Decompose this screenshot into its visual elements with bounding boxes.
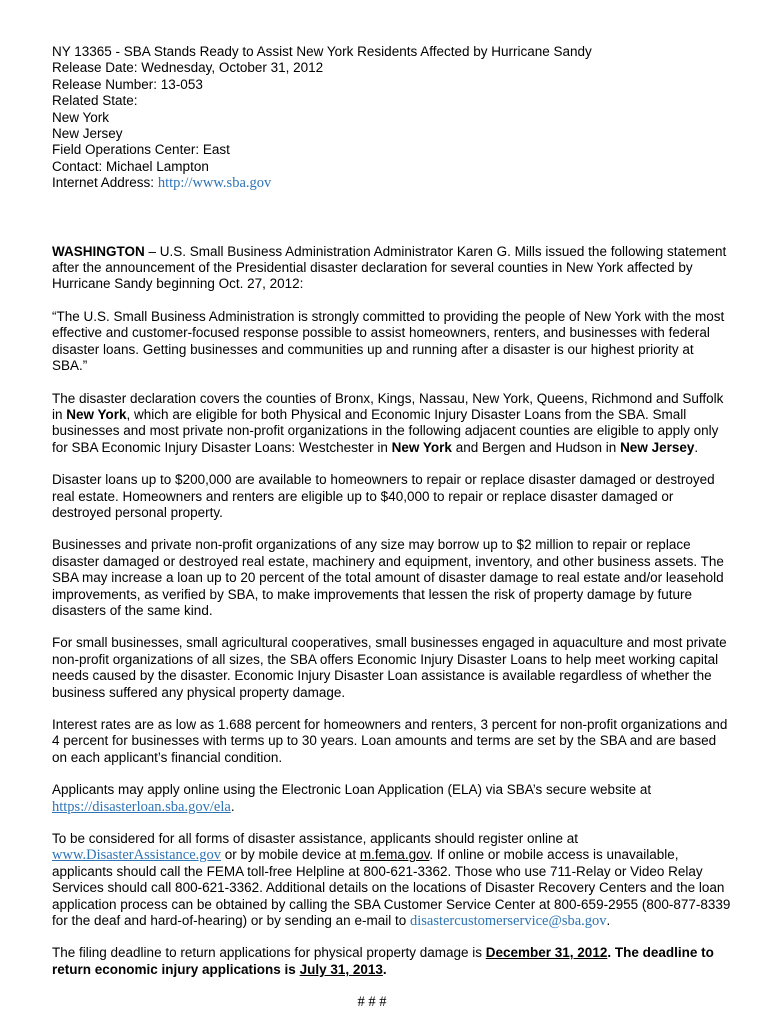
paragraph-interest-rates: Interest rates are as low as 1.688 percent for homeowners and renters, 3 percent for non-profit organizations and 4 percent for businesses with terms up to 30 years. Loan amounts and terms are set by the SBA and are based on each applicant’s financial condition. [52,717,728,765]
release-date: Release Date: Wednesday, October 31, 2012 [52,60,324,76]
physical-deadline: December 31, 2012 [485,945,608,961]
fema-mobile-link[interactable]: m.fema.gov [359,847,430,863]
paragraph-apply-online: Applicants may apply online using the Electronic Loan Application (ELA) via SBA’s secure website at https://disasterloan.sba.gov/ela. [52,782,652,815]
ela-link[interactable]: https://disasterloan.sba.gov/ela [52,798,231,815]
email-link[interactable]: disastercustomerservice@sba.gov [409,913,607,930]
related-state-new-york: New York [52,109,110,125]
release-title: NY 13365 - SBA Stands Ready to Assist New York Residents Affected by Hurricane Sandy [52,44,592,59]
field-operations-center: Field Operations Center: East [52,142,230,158]
paragraph-intro: WASHINGTON – U.S. Small Business Administration Administrator Karen G. Mills issued the following statement after the announcement of the Presidential disaster declaration for several counties in New York affected by Hurricane Sandy beginning Oct. 27, 2012: [52,243,727,292]
internet-address-label: Internet Address: [52,175,158,191]
paragraph-declaration: The disaster declaration covers the counties of Bronx, Kings, Nassau, New York, Queens, Richmond and Suffolk in New York, which are eligible for both Physical and Economic Injury Disaster Loans from the SBA. Small businesses and most private non-profit organizations in the following adjacent counties are eligible to apply only for SBA Economic Injury Disaster Loans: Westchester in New York and Bergen and Hudson in New Jersey. [52,390,724,455]
paragraph-economic-injury: For small businesses, small agricultural cooperatives, small businesses engaged in aquaculture and most private non-profit organizations of all sizes, the SBA offers Economic Injury Disaster Loans to help meet working capital needs caused by the disaster. Economic Injury Disaster Loan assistance is available regardless of whether the business suffered any physical property damage. [52,635,727,700]
paragraph-quote: “The U.S. Small Business Administration is strongly committed to providing the people of New York with the most effective and customer-focused response possible to assist homeowners, renters, and businesses with federal disaster loans. Getting businesses and communities up and running after a disaster is our highest priority at SBA.” [52,308,725,374]
related-state-new-jersey: New Jersey [52,126,123,142]
paragraph-register: To be considered for all forms of disaster assistance, applicants should register online at www.DisasterAssistance.gov or by mobile device at m.fema.gov. If online or mobile access is unavailable, applicants should call the FEMA toll-free Helpline at 800-621-3362. Those who use 711-Relay or Video Relay Services should call 800-621-3362. Additional details on the locations of Disaster Recovery Centers and the loan application process can be obtained by calling the SBA Customer Service Center at 800-659-2955 (800-877-8339 for the deaf and hard-of-hearing) or by sending an e-mail to disastercustomerservice@sba.gov. [52,831,731,930]
contact-line: Contact: Michael Lampton [52,158,209,174]
paragraph-business-loans: Businesses and private non-profit organizations of any size may borrow up to $2 million to repair or replace disaster damaged or destroyed real estate, machinery and equipment, inventory, and other business assets. The SBA may increase a loan up to 20 percent of the total amount of disaster damage to real estate and/or leasehold improvements, as verified by SBA, to make improvements that lessen the risk of property damage by future disasters of the same kind. [52,537,724,618]
related-state-label: Related State: [52,93,138,109]
sba-website-link[interactable]: http://www.sba.gov [157,175,272,192]
disaster-assistance-link[interactable]: www.DisasterAssistance.gov [52,847,222,864]
release-number: Release Number: 13-053 [52,76,203,92]
release-header [52,44,732,192]
economic-deadline: July 31, 2013 [299,961,383,977]
end-mark: # # # [357,994,387,1011]
paragraph-home-loans: Disaster loans up to $200,000 are available to homeowners to repair or replace disaster damaged or destroyed real estate. Homeowners and renters are eligible up to $40,000 to repair or replace disaster damaged or destroyed personal property. [52,472,715,520]
internet-address-line [52,175,732,191]
dateline: WASHINGTON [52,243,145,259]
paragraph-deadlines: The filing deadline to return applications for physical property damage is December 31, 2012. The deadline to return economic injury applications is July 31, 2013. [52,945,714,977]
press-release-document [52,44,732,1011]
